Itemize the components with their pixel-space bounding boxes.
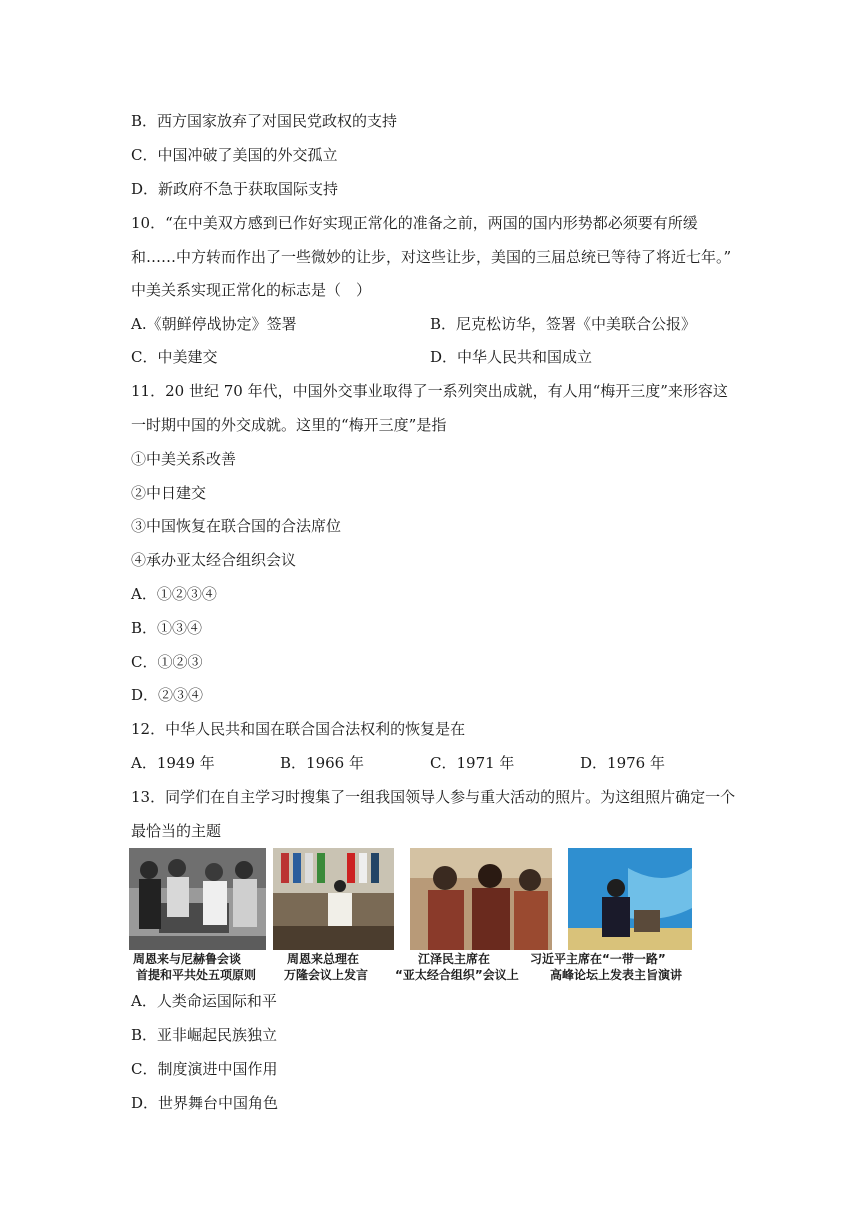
q10-option-a: A.《朝鲜停战协定》签署 [131,315,297,333]
q12-stem: 12．中华人民共和国在联合国合法权利的恢复是在 [131,720,466,738]
q10-stem-line-2: 和……中方转而作出了一些微妙的让步，对这些让步，美国的三届总统已等待了将近七年。” [131,248,732,266]
q12-option-d: D．1976 年 [580,754,665,772]
photo-belt-road-forum [568,848,692,950]
q11-item-2: ②中日建交 [131,484,207,502]
q11-option-b: B．①③④ [131,619,203,637]
q11-item-3: ③中国恢复在联合国的合法席位 [131,517,342,535]
q11-stem-line-1: 11．20 世纪 70 年代，中国外交事业取得了一系列突出成就，有人用“梅开三度”来形容这 [131,382,728,400]
q11-option-d: D．②③④ [131,686,204,704]
q13-option-a: A．人类命运国际和平 [131,992,277,1010]
photo-apec-meeting [410,848,552,950]
q12-option-a: A．1949 年 [131,754,215,772]
q10-stem-line-3: 中美关系实现正常化的标志是（ ） [131,281,372,299]
q13-option-c: C．制度演进中国作用 [131,1060,278,1078]
q12-option-b: B．1966 年 [280,754,364,772]
q11-option-a: A．①②③④ [131,585,217,603]
q13-stem-line-2: 最恰当的主题 [131,822,222,840]
q11-item-1: ①中美关系改善 [131,450,237,468]
photo-2-caption-line-2: 万隆会议上发言 [284,968,369,982]
q13-option-d: D．世界舞台中国角色 [131,1094,279,1112]
photo-zhou-nehru-meeting [129,848,266,950]
q10-stem-line-1: 10．“在中美双方感到已作好实现正常化的准备之前，两国的国内形势都必须要有所缓 [131,214,698,232]
photo-3-caption-line-2: “亚太经合组织”会议上 [395,968,519,982]
q9-option-d: D．新政府不急于获取国际支持 [131,180,339,198]
q13-option-b: B．亚非崛起民族独立 [131,1026,278,1044]
q10-option-c: C．中美建交 [131,348,218,366]
photo-bandung-conference [273,848,394,950]
q11-stem-line-2: 一时期中国的外交成就。这里的“梅开三度”是指 [131,416,447,434]
photo-1-caption-line-2: 首提和平共处五项原则 [136,968,257,982]
photo-4-caption-line-1: 习近平主席在“一带一路” [530,952,666,966]
q10-option-d: D．中华人民共和国成立 [430,348,593,366]
q12-option-c: C．1971 年 [430,754,515,772]
photo-3-caption-line-1: 江泽民主席在 [418,952,491,966]
q10-option-b: B．尼克松访华，签署《中美联合公报》 [430,315,697,333]
photo-1-caption-line-1: 周恩来与尼赫鲁会谈 [133,952,242,966]
photo-4-caption-line-2: 高峰论坛上发表主旨演讲 [550,968,683,982]
q11-option-c: C．①②③ [131,653,203,671]
q11-item-4: ④承办亚太经合组织会议 [131,551,297,569]
q9-option-b: B．西方国家放弃了对国民党政权的支持 [131,112,398,130]
q13-stem-line-1: 13．同学们在自主学习时搜集了一组我国领导人参与重大活动的照片。为这组照片确定一个 [131,788,736,806]
photo-2-caption-line-1: 周恩来总理在 [287,952,360,966]
q9-option-c: C．中国冲破了美国的外交孤立 [131,146,338,164]
